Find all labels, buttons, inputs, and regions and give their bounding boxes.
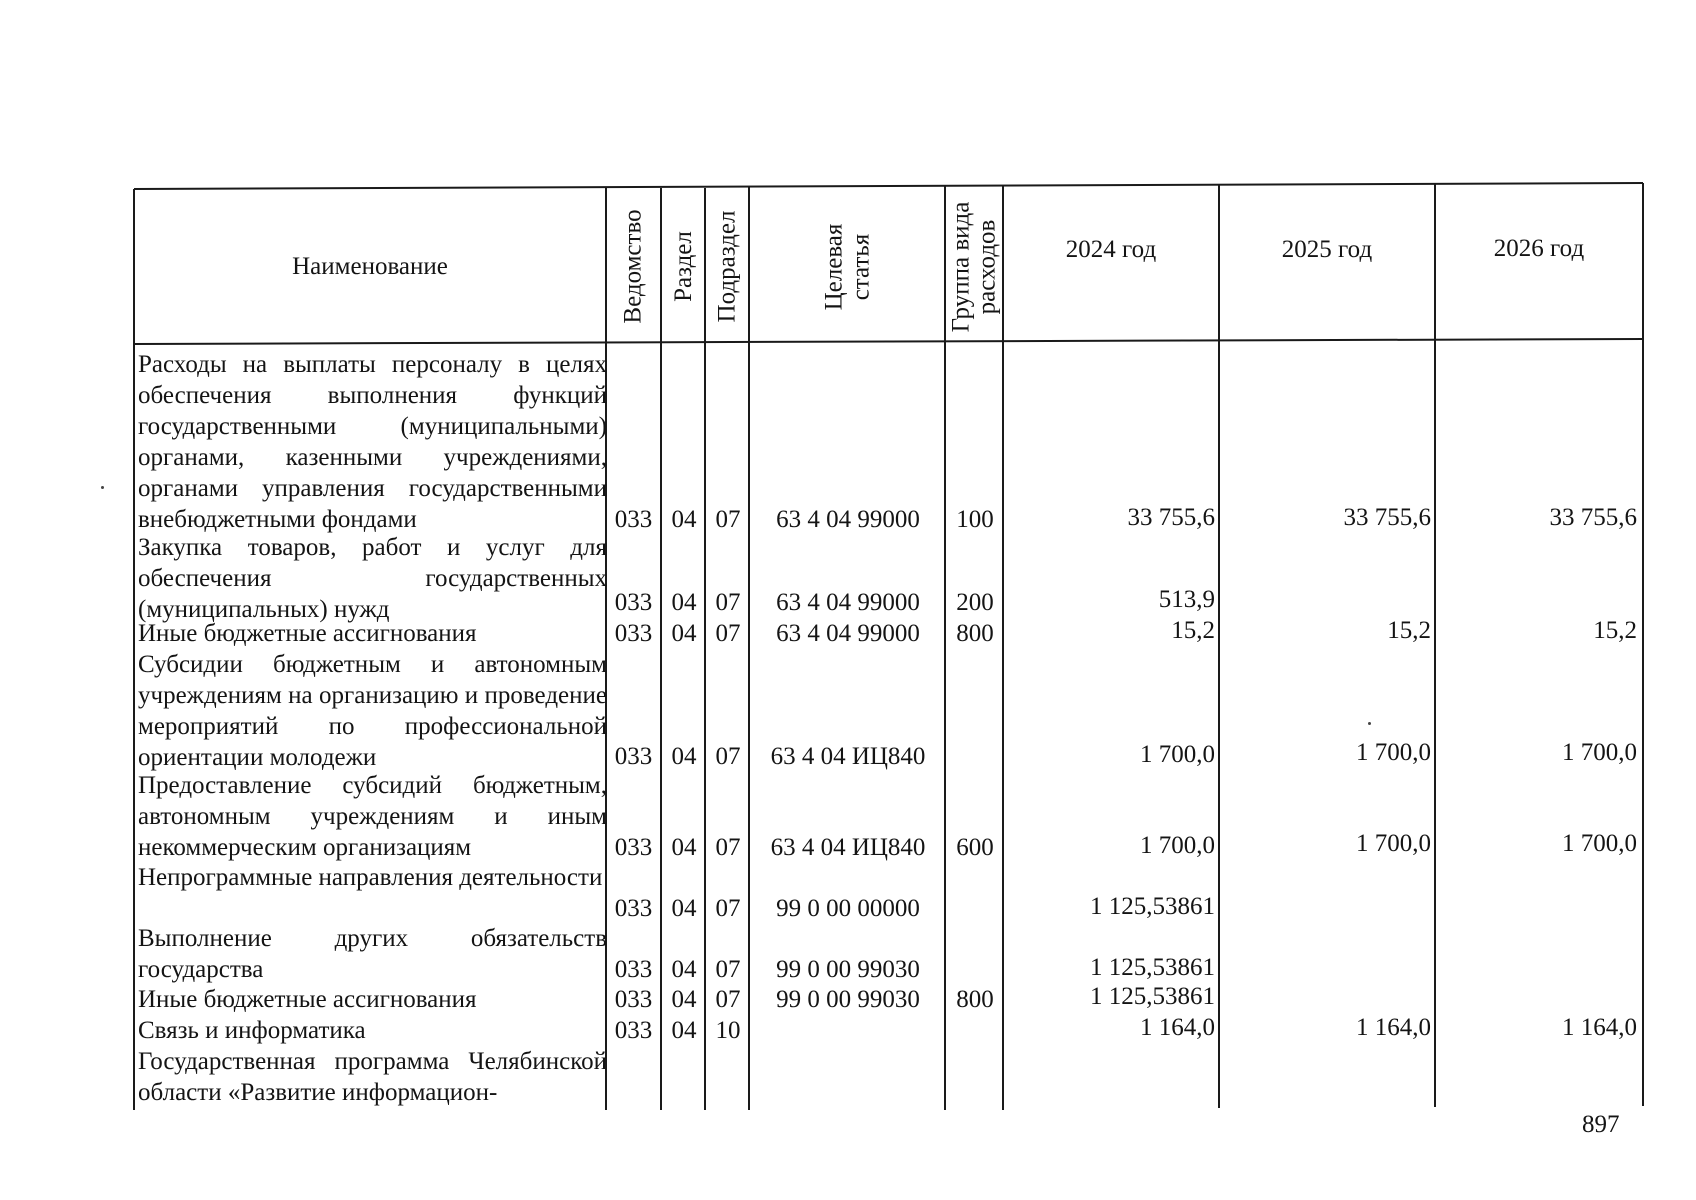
row-razdel: 04: [671, 743, 697, 770]
row-gruppa: 100: [956, 506, 994, 533]
header-grp-line1: Группа вида: [947, 201, 974, 332]
header-name-label: Наименование: [292, 252, 448, 280]
row-podrazdel: 07: [715, 506, 741, 533]
row-name: Иные бюджетные ассигнования: [138, 986, 477, 1013]
header-gruppa-vida-label: [948, 201, 1000, 332]
row-value-2024: 1 125,53861: [1090, 893, 1215, 920]
row-podrazdel: 07: [715, 986, 741, 1013]
row-value-2025: 15,2: [1387, 617, 1431, 644]
row-name: Субсидии бюджетным и автономным учреждениям на организацию и проведение мероприятий по профессиональной ориентации молодежи: [138, 651, 607, 771]
header-2026: [1435, 229, 1643, 269]
row-value-2024: 513,9: [1158, 586, 1215, 613]
row-value-2026: 1 164,0: [1562, 1014, 1637, 1041]
row-gruppa: 200: [956, 589, 994, 616]
row-gruppa: 600: [956, 834, 994, 861]
row-celevaya-statya: 63 4 04 ИЦ840: [770, 743, 926, 770]
row-vedomstvo: 033: [614, 956, 653, 983]
row-value-2025: 1 700,0: [1356, 739, 1431, 766]
row-vedomstvo: 033: [614, 620, 653, 647]
row-podrazdel: 10: [715, 1017, 741, 1044]
header-gruppa-vida: [945, 189, 1003, 344]
row-celevaya-statya: 99 0 00 99030: [776, 956, 920, 983]
header-2024: [1003, 230, 1219, 270]
row-razdel: 04: [671, 986, 697, 1013]
row-name: Выполнение других обязательств государства: [138, 925, 607, 983]
header-grp-line2: расходов: [973, 219, 1000, 314]
row-value-2026: 33 755,6: [1549, 504, 1637, 531]
header-name: [134, 189, 606, 344]
row-value-2024: 1 700,0: [1140, 741, 1215, 768]
row-podrazdel: 07: [715, 620, 741, 647]
scan-speck: [1368, 722, 1371, 725]
header-vedomstvo: [606, 189, 661, 344]
row-vedomstvo: 033: [614, 986, 653, 1013]
row-value-2025: 1 164,0: [1356, 1014, 1431, 1041]
row-podrazdel: 07: [715, 956, 741, 983]
row-razdel: 04: [671, 589, 697, 616]
header-celevaya-statya-label: [820, 223, 874, 310]
row-vedomstvo: 033: [614, 743, 653, 770]
row-name: Связь и информатика: [138, 1017, 366, 1044]
row-razdel: 04: [671, 506, 697, 533]
row-value-2026: 1 700,0: [1562, 830, 1637, 857]
row-podrazdel: 07: [715, 743, 741, 770]
row-name: Государственная программа Челябинской области «Развитие информацион-: [138, 1048, 607, 1106]
row-name: Иные бюджетные ассигнования: [138, 620, 477, 647]
header-cel-line1: Целевая: [819, 223, 847, 310]
row-value-2026: 1 700,0: [1562, 739, 1637, 766]
scan-speck: [101, 486, 104, 489]
row-razdel: 04: [671, 834, 697, 861]
row-gruppa: 800: [956, 986, 994, 1013]
row-value-2024: 1 700,0: [1140, 832, 1215, 859]
header-2025-label: 2025 год: [1281, 236, 1373, 263]
row-name: Расходы на выплаты персоналу в целях обеспечения выполнения функций государственными (муниципальными) органами, казенными учреждениями, органами управления государственными внебюджетными фондами: [138, 351, 607, 533]
row-celevaya-statya: 63 4 04 ИЦ840: [770, 834, 926, 861]
row-celevaya-statya: 63 4 04 99000: [776, 589, 920, 616]
row-value-2024: 33 755,6: [1127, 504, 1215, 531]
row-vedomstvo: 033: [614, 834, 653, 861]
row-value-2024: 1 125,53861: [1090, 983, 1215, 1010]
row-name: Предоставление субсидий бюджетным, автономным учреждениям и иным некоммерческим организациям: [138, 772, 607, 861]
header-razdel-label: Раздел: [669, 231, 697, 302]
row-value-2024: 1 164,0: [1140, 1014, 1215, 1041]
row-value-2026: 15,2: [1593, 617, 1637, 644]
row-value-2025: 1 700,0: [1356, 830, 1431, 857]
row-celevaya-statya: 63 4 04 99000: [776, 506, 920, 533]
header-2024-label: 2024 год: [1065, 236, 1157, 263]
row-name: Непрограммные направления деятельности: [138, 864, 603, 891]
row-vedomstvo: 033: [614, 506, 653, 533]
row-value-2024: 15,2: [1171, 617, 1215, 644]
row-podrazdel: 07: [715, 895, 741, 922]
header-podrazdel: [705, 189, 749, 344]
row-celevaya-statya: 99 0 00 99030: [776, 986, 920, 1013]
row-podrazdel: 07: [715, 834, 741, 861]
row-celevaya-statya: 63 4 04 99000: [776, 620, 920, 647]
row-name: Закупка товаров, работ и услуг для обеспечения государственных (муниципальных) нужд: [138, 534, 607, 623]
header-vedomstvo-label: Ведомство: [620, 209, 648, 324]
row-gruppa: 800: [956, 620, 994, 647]
header-cel-line2: статья: [846, 233, 874, 300]
row-vedomstvo: 033: [614, 895, 653, 922]
row-value-2024: 1 125,53861: [1090, 954, 1215, 981]
header-podrazdel-label: Подраздел: [713, 210, 741, 323]
row-razdel: 04: [671, 1017, 697, 1044]
row-razdel: 04: [671, 956, 697, 983]
row-podrazdel: 07: [715, 589, 741, 616]
row-value-2025: 33 755,6: [1343, 504, 1431, 531]
page-number: 897: [1582, 1111, 1620, 1138]
header-2026-label: 2026 год: [1493, 235, 1585, 262]
row-vedomstvo: 033: [614, 589, 653, 616]
row-celevaya-statya: 99 0 00 00000: [776, 895, 920, 922]
row-razdel: 04: [671, 895, 697, 922]
row-vedomstvo: 033: [614, 1017, 653, 1044]
row-razdel: 04: [671, 620, 697, 647]
header-razdel: [661, 189, 705, 344]
header-2025: [1219, 230, 1435, 270]
header-celevaya-statya: [749, 189, 945, 344]
